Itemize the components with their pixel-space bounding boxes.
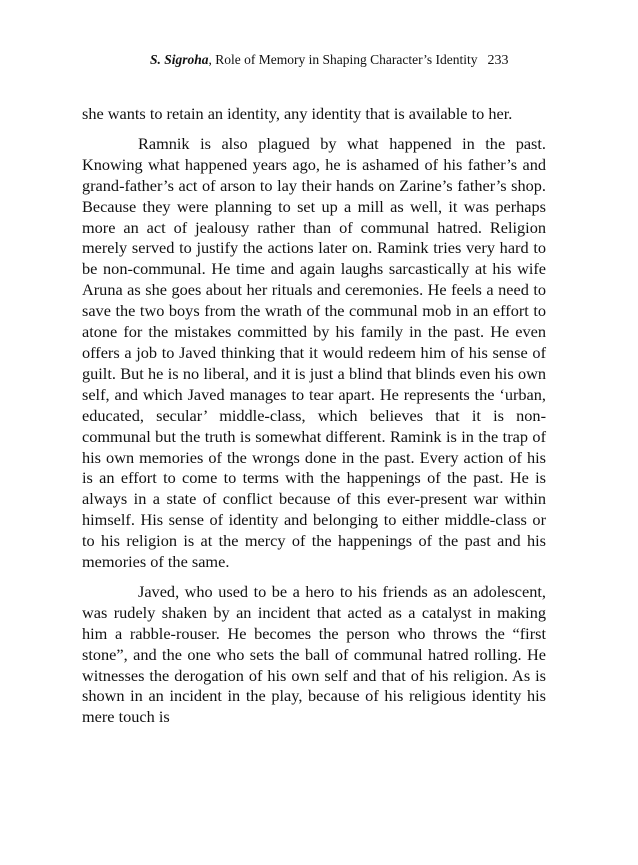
header-title: , Role of Memory in Shaping Character’s Identity <box>208 52 478 67</box>
paragraph-continuation: she wants to retain an identity, any identity that is available to her. <box>82 104 513 123</box>
paragraph-ramnik: Ramnik is also plagued by what happened in the past. Knowing what happened years ago, he is ashamed of his father’s and grand-father’s act of arson to lay their hands on Zarine’s father’s shop. Because they were planning to set up a mill as well, it was perhaps more an act of jealousy rather than of communal hatred. Religion merely served to justify the actions later on. Ramink tries very hard to be non-communal. He time and again laughs sarcastically at his wife Aruna as she goes about her rituals and ceremonies. He feels a need to save the two boys from the wrath of the communal mob in an effort to atone for the mistakes committed by his family in the past. He even offers a job to Javed thinking that it would redeem him of his sense of guilt. But he is no liberal, and it is just a blind that blinds even his own self, and which Javed manages to tear apart. He represents the ‘urban, educated, secular’ middle-class, which believes that it is non-communal but the truth is somewhat different. Ramink is in the trap of his own memories of the wrongs done in the past. Every action of his is an effort to come to terms with the happenings of the past. He is always in a state of conflict because of this ever-present war within himself. His sense of identity and belonging to either middle-class or to his religion is at the mercy of the happenings of the past and his memories of the same. <box>82 133 546 572</box>
paragraph-javed: Javed, who used to be a hero to his friends as an adolescent, was rudely shaken by an incident that acted as a catalyst in making him a rabble-rouser. He becomes the person who throws the “first stone”, and the one who sets the ball of communal hatred rolling. He witnesses the derogation of his own self and that of his religion. As is shown in an incident in the play, because of his religious identity his mere touch is <box>82 581 546 727</box>
running-header <box>150 52 550 69</box>
page-number: 233 <box>487 53 509 68</box>
body-text <box>82 104 546 728</box>
header-author: S. Sigroha <box>150 52 209 67</box>
